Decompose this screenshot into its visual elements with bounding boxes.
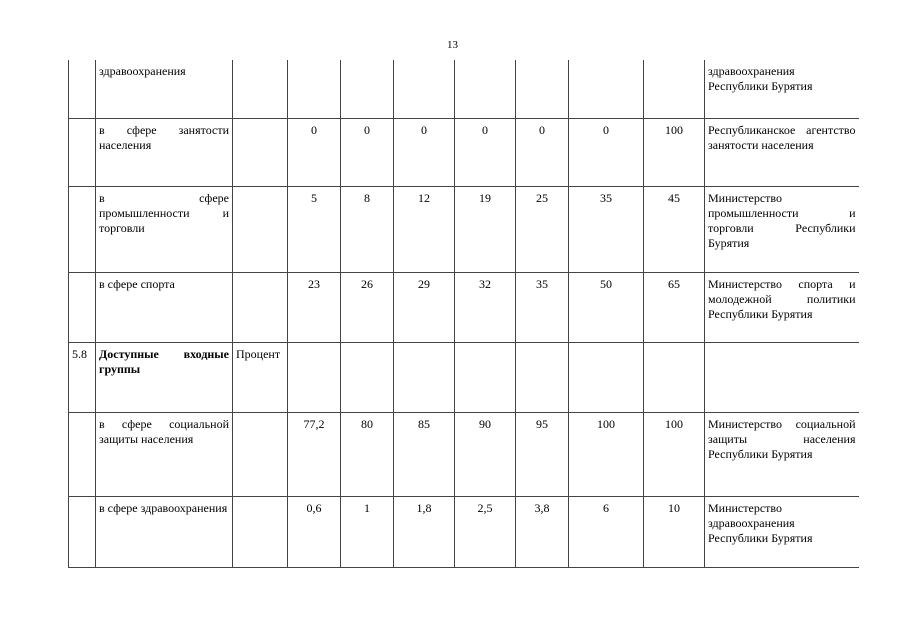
- value-cell-year-7: 100: [644, 118, 705, 186]
- value-cell-year-2: 80: [341, 412, 394, 496]
- value-cell-year-5: 3,8: [516, 496, 569, 567]
- value-cell-year-5: [516, 60, 569, 118]
- value-cell-year-7: 45: [644, 186, 705, 272]
- value-cell-year-5: 95: [516, 412, 569, 496]
- value-cell-year-1: 5: [288, 186, 341, 272]
- table-row: [69, 60, 859, 118]
- value-cell-year-7: 100: [644, 412, 705, 496]
- responsible-agency-cell: Министерство промышленности и торговли Республики Бурятия: [705, 186, 859, 272]
- value-cell-year-3: [394, 342, 455, 412]
- value-cell-year-1: [288, 60, 341, 118]
- unit-cell: [233, 496, 288, 567]
- value-cell-year-5: 0: [516, 118, 569, 186]
- value-cell-year-3: 29: [394, 272, 455, 342]
- value-cell-year-4: [455, 342, 516, 412]
- row-index-cell: [69, 60, 96, 118]
- responsible-agency-cell: Министерство социальной защиты населения Республики Бурятия: [705, 412, 859, 496]
- indicator-name-cell: в сфере занятости населения: [96, 118, 233, 186]
- table-row: [69, 342, 859, 412]
- table-row: [69, 186, 859, 272]
- value-cell-year-3: 1,8: [394, 496, 455, 567]
- value-cell-year-6: 0: [569, 118, 644, 186]
- unit-cell: [233, 118, 288, 186]
- unit-cell: [233, 60, 288, 118]
- value-cell-year-2: [341, 60, 394, 118]
- unit-cell: [233, 186, 288, 272]
- value-cell-year-6: [569, 342, 644, 412]
- indicator-name-cell: в сфере социальной защиты населения: [96, 412, 233, 496]
- value-cell-year-4: 2,5: [455, 496, 516, 567]
- value-cell-year-4: 19: [455, 186, 516, 272]
- value-cell-year-2: 8: [341, 186, 394, 272]
- value-cell-year-6: 6: [569, 496, 644, 567]
- value-cell-year-1: 23: [288, 272, 341, 342]
- value-cell-year-5: [516, 342, 569, 412]
- value-cell-year-2: 26: [341, 272, 394, 342]
- table-row: [69, 272, 859, 342]
- indicator-name-cell: Доступные входные группы: [96, 342, 233, 412]
- unit-cell: [233, 412, 288, 496]
- value-cell-year-3: 12: [394, 186, 455, 272]
- value-cell-year-5: 35: [516, 272, 569, 342]
- table-body: [69, 60, 859, 567]
- value-cell-year-1: 0: [288, 118, 341, 186]
- value-cell-year-4: [455, 60, 516, 118]
- value-cell-year-4: 32: [455, 272, 516, 342]
- row-index-cell: [69, 186, 96, 272]
- responsible-agency-cell: [705, 342, 859, 412]
- value-cell-year-1: 77,2: [288, 412, 341, 496]
- responsible-agency-cell: Министерство здравоохранения Республики Бурятия: [705, 496, 859, 567]
- row-index-cell: [69, 496, 96, 567]
- value-cell-year-3: 0: [394, 118, 455, 186]
- row-index-cell: 5.8: [69, 342, 96, 412]
- indicator-name-cell: в сфере спорта: [96, 272, 233, 342]
- indicator-name-cell: в сфере здравоохранения: [96, 496, 233, 567]
- unit-cell: Процент: [233, 342, 288, 412]
- row-index-cell: [69, 272, 96, 342]
- value-cell-year-6: 100: [569, 412, 644, 496]
- value-cell-year-7: 10: [644, 496, 705, 567]
- table-row: [69, 496, 859, 567]
- responsible-agency-cell: здравоохранения Республики Бурятия: [705, 60, 859, 118]
- value-cell-year-7: 65: [644, 272, 705, 342]
- unit-cell: [233, 272, 288, 342]
- indicator-table: [68, 60, 859, 568]
- value-cell-year-1: 0,6: [288, 496, 341, 567]
- value-cell-year-7: [644, 60, 705, 118]
- row-index-cell: [69, 118, 96, 186]
- value-cell-year-7: [644, 342, 705, 412]
- row-index-cell: [69, 412, 96, 496]
- indicator-name-cell: в сфере промышленности и торговли: [96, 186, 233, 272]
- value-cell-year-5: 25: [516, 186, 569, 272]
- value-cell-year-2: 1: [341, 496, 394, 567]
- value-cell-year-6: 35: [569, 186, 644, 272]
- indicator-name-cell: здравоохранения: [96, 60, 233, 118]
- value-cell-year-1: [288, 342, 341, 412]
- value-cell-year-3: [394, 60, 455, 118]
- value-cell-year-2: 0: [341, 118, 394, 186]
- responsible-agency-cell: Республиканское агентство занятости населения: [705, 118, 859, 186]
- value-cell-year-2: [341, 342, 394, 412]
- page-number: 13: [447, 39, 458, 51]
- value-cell-year-4: 0: [455, 118, 516, 186]
- value-cell-year-6: 50: [569, 272, 644, 342]
- value-cell-year-4: 90: [455, 412, 516, 496]
- value-cell-year-6: [569, 60, 644, 118]
- responsible-agency-cell: Министерство спорта и молодежной политики Республики Бурятия: [705, 272, 859, 342]
- table-row: [69, 118, 859, 186]
- value-cell-year-3: 85: [394, 412, 455, 496]
- table-row: [69, 412, 859, 496]
